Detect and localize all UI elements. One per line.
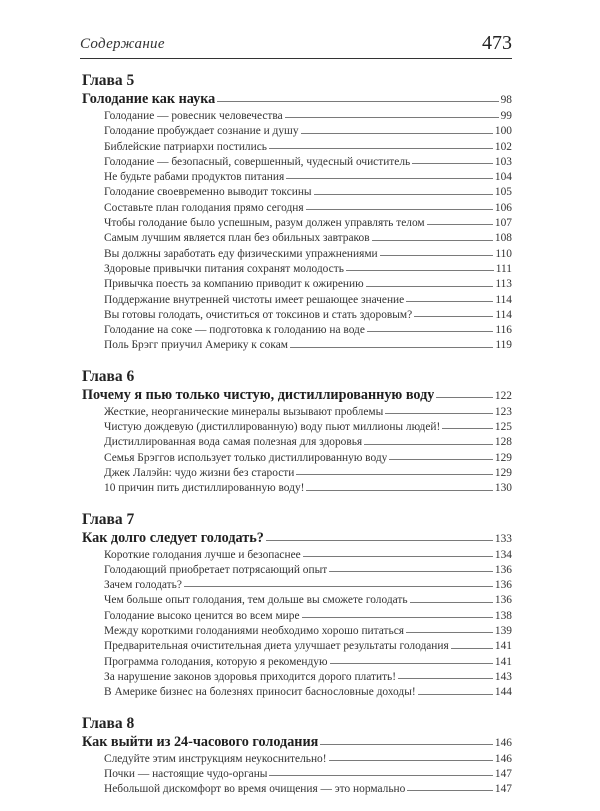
dot-leader bbox=[366, 286, 494, 287]
entry-title: Здоровые привычки питания сохранят молодость bbox=[104, 262, 344, 275]
dot-leader bbox=[367, 331, 493, 332]
toc-entry bbox=[82, 466, 512, 481]
dot-leader bbox=[290, 347, 493, 348]
toc-entry bbox=[82, 420, 512, 435]
dot-leader bbox=[385, 413, 493, 414]
dot-leader bbox=[301, 133, 493, 134]
toc-entry bbox=[82, 481, 512, 496]
entry-title: Поль Брэгг приучил Америку к сокам bbox=[104, 339, 288, 352]
dot-leader bbox=[329, 760, 493, 761]
entry-title: Между короткими голоданиями необходимо хорошо питаться bbox=[104, 625, 404, 638]
toc-entry bbox=[82, 247, 512, 262]
toc-entry bbox=[82, 308, 512, 323]
entry-page-number: 114 bbox=[495, 293, 512, 306]
entry-page-number: 104 bbox=[494, 171, 512, 184]
entry-title: Чтобы голодание было успешным, разум должен управлять телом bbox=[104, 217, 425, 230]
entry-title: Джек Лалэйн: чудо жизни без старости bbox=[104, 466, 295, 479]
dot-leader bbox=[407, 790, 493, 791]
dot-leader bbox=[380, 255, 494, 256]
entry-title: Как выйти из 24-часового голодания bbox=[82, 733, 319, 750]
dot-leader bbox=[346, 270, 494, 271]
chapter-section bbox=[82, 72, 512, 354]
entry-page-number: 122 bbox=[494, 389, 512, 402]
toc-entry bbox=[82, 124, 512, 139]
toc-entry bbox=[82, 338, 512, 353]
dot-leader bbox=[364, 444, 493, 445]
dot-leader bbox=[217, 101, 498, 102]
toc-entry bbox=[82, 639, 512, 654]
toc-entry bbox=[82, 752, 512, 767]
entry-page-number: 102 bbox=[494, 140, 512, 153]
toc-entry bbox=[82, 231, 512, 246]
entry-title: Предварительная очистительная диета улучшает результаты голодания bbox=[104, 640, 449, 653]
entry-title: Короткие голодания лучше и безопаснее bbox=[104, 548, 301, 561]
entry-title: Библейские патриархи постились bbox=[104, 140, 267, 153]
toc-entry bbox=[82, 670, 512, 685]
entry-page-number: 99 bbox=[500, 110, 512, 122]
entry-title: Голодание высоко ценится во всем мире bbox=[104, 609, 300, 622]
dot-leader bbox=[266, 540, 493, 541]
running-header bbox=[80, 30, 512, 59]
dot-leader bbox=[306, 490, 492, 491]
toc-entry bbox=[82, 593, 512, 608]
entry-title: Почки — настоящие чудо-органы bbox=[104, 767, 268, 780]
toc-entry bbox=[82, 782, 512, 797]
entry-page-number: 133 bbox=[494, 532, 512, 545]
entry-title: Голодание своевременно выводит токсины bbox=[104, 186, 312, 199]
entry-page-number: 136 bbox=[494, 594, 512, 607]
entry-title: Зачем голодать? bbox=[104, 579, 182, 592]
dot-leader bbox=[398, 678, 493, 679]
toc-entry bbox=[82, 685, 512, 700]
entry-title: Семья Брэггов использует только дистиллированную воду bbox=[104, 451, 388, 464]
toc-entry bbox=[82, 405, 512, 420]
entry-page-number: 116 bbox=[495, 324, 512, 337]
entry-page-number: 130 bbox=[494, 482, 512, 495]
entry-title: Программа голодания, которую я рекомендую bbox=[104, 655, 328, 668]
entry-page-number: 114 bbox=[495, 308, 512, 321]
entry-page-number: 110 bbox=[495, 247, 512, 260]
entry-title: Вы должны заработать еду физическими упражнениями bbox=[104, 247, 378, 260]
entry-page-number: 141 bbox=[494, 640, 512, 653]
chapter-label: Глава 8 bbox=[82, 714, 135, 732]
entry-page-number: 129 bbox=[494, 451, 512, 464]
dot-leader bbox=[302, 617, 493, 618]
toc-entry bbox=[82, 563, 512, 578]
toc-entry bbox=[82, 293, 512, 308]
toc-entry bbox=[82, 262, 512, 277]
entry-title: Голодание пробуждает сознание и душу bbox=[104, 125, 299, 138]
toc-entry bbox=[82, 201, 512, 216]
entry-page-number: 98 bbox=[500, 94, 512, 106]
entry-title: Чем больше опыт голодания, тем дольше вы сможете голодать bbox=[104, 594, 408, 607]
dot-leader bbox=[329, 571, 493, 572]
dot-leader bbox=[410, 602, 493, 603]
table-of-contents bbox=[82, 72, 512, 811]
entry-title: Поддержание внутренней чистоты имеет решающее значение bbox=[104, 293, 405, 306]
entry-page-number: 123 bbox=[494, 405, 512, 418]
entry-title: Следуйте этим инструкциям неукоснительно! bbox=[104, 752, 327, 765]
toc-entry bbox=[82, 140, 512, 155]
toc-entry bbox=[82, 609, 512, 624]
chapter-title-entry bbox=[82, 90, 512, 109]
toc-entry bbox=[82, 548, 512, 563]
section-title: Содержание bbox=[80, 36, 165, 52]
toc-entry bbox=[82, 185, 512, 200]
entry-page-number: 107 bbox=[494, 217, 512, 230]
chapter-label: Глава 5 bbox=[82, 72, 135, 89]
dot-leader bbox=[412, 163, 493, 164]
entry-title: Голодание — ровесник человечества bbox=[104, 110, 283, 122]
entry-page-number: 128 bbox=[494, 436, 512, 449]
dot-leader bbox=[303, 556, 493, 557]
dot-leader bbox=[389, 459, 493, 460]
entry-page-number: 147 bbox=[494, 783, 512, 796]
entry-title: Жесткие, неорганические минералы вызывают проблемы bbox=[104, 405, 384, 418]
entry-page-number: 136 bbox=[494, 563, 512, 576]
chapter-section bbox=[82, 511, 512, 701]
entry-page-number: 141 bbox=[494, 655, 512, 668]
entry-title: За нарушение законов здоровья приходится дорого платить! bbox=[104, 670, 397, 683]
dot-leader bbox=[406, 301, 493, 302]
dot-leader bbox=[306, 209, 493, 210]
dot-leader bbox=[269, 775, 492, 776]
entry-page-number: 105 bbox=[494, 186, 512, 199]
entry-page-number: 136 bbox=[494, 579, 512, 592]
entry-page-number: 103 bbox=[494, 155, 512, 168]
dot-leader bbox=[442, 428, 493, 429]
dot-leader bbox=[320, 744, 493, 745]
dot-leader bbox=[451, 648, 493, 649]
dot-leader bbox=[296, 474, 493, 475]
dot-leader bbox=[286, 178, 493, 179]
entry-page-number: 146 bbox=[494, 736, 512, 749]
entry-page-number: 146 bbox=[494, 752, 512, 765]
toc-entry bbox=[82, 435, 512, 450]
toc-entry bbox=[82, 767, 512, 782]
toc-entry bbox=[82, 624, 512, 639]
chapter-section bbox=[82, 715, 512, 798]
entry-page-number: 111 bbox=[495, 262, 512, 275]
entry-title: Как долго следует голодать? bbox=[82, 529, 264, 546]
chapter-label: Глава 6 bbox=[82, 367, 135, 385]
entry-title: Самым лучшим является план без обильных завтраков bbox=[104, 232, 370, 245]
dot-leader bbox=[427, 224, 493, 225]
entry-title: Голодающий приобретает потрясающий опыт bbox=[104, 563, 328, 576]
chapter-title-entry bbox=[82, 386, 512, 405]
chapter-label: Глава 7 bbox=[82, 510, 135, 528]
toc-entry bbox=[82, 170, 512, 185]
entry-title: Не будьте рабами продуктов питания bbox=[104, 171, 285, 184]
toc-entry bbox=[82, 655, 512, 670]
entry-title: Почему я пью только чистую, дистиллированную воду bbox=[82, 386, 435, 403]
entry-title: Привычка поесть за компанию приводит к ожирению bbox=[104, 278, 364, 291]
toc-entry bbox=[82, 109, 512, 124]
dot-leader bbox=[314, 194, 493, 195]
entry-page-number: 129 bbox=[494, 466, 512, 479]
dot-leader bbox=[269, 148, 493, 149]
dot-leader bbox=[436, 397, 493, 398]
entry-page-number: 143 bbox=[494, 670, 512, 683]
dot-leader bbox=[414, 316, 493, 317]
entry-title: Голодание на соке — подготовка к голоданию на воде bbox=[104, 324, 365, 337]
entry-title: Голодание как наука bbox=[82, 91, 216, 107]
entry-page-number: 139 bbox=[494, 625, 512, 638]
chapter-section bbox=[82, 368, 512, 497]
chapter-title-entry bbox=[82, 529, 512, 548]
toc-entry bbox=[82, 277, 512, 292]
entry-page-number: 125 bbox=[494, 421, 512, 434]
dot-leader bbox=[372, 240, 493, 241]
toc-entry bbox=[82, 155, 512, 170]
entry-title: Вы готовы голодать, очиститься от токсинов и стать здоровым? bbox=[104, 308, 413, 321]
toc-entry bbox=[82, 578, 512, 593]
toc-entry bbox=[82, 451, 512, 466]
entry-title: 10 причин пить дистиллированную воду! bbox=[104, 482, 305, 495]
page-number: 473 bbox=[482, 32, 512, 54]
entry-page-number: 134 bbox=[494, 548, 512, 561]
dot-leader bbox=[184, 586, 493, 587]
dot-leader bbox=[330, 663, 493, 664]
entry-title: В Америке бизнес на болезнях приносит баснословные доходы! bbox=[104, 686, 416, 699]
toc-entry bbox=[82, 216, 512, 231]
entry-page-number: 144 bbox=[494, 686, 512, 699]
entry-page-number: 147 bbox=[494, 767, 512, 780]
entry-title: Дистиллированная вода самая полезная для здоровья bbox=[104, 436, 363, 449]
entry-page-number: 113 bbox=[495, 278, 512, 291]
entry-title: Небольшой дискомфорт во время очищения — это нормально bbox=[104, 783, 406, 796]
entry-page-number: 119 bbox=[495, 339, 512, 352]
chapter-title-entry bbox=[82, 733, 512, 752]
dot-leader bbox=[285, 117, 499, 118]
toc-entry bbox=[82, 323, 512, 338]
dot-leader bbox=[418, 694, 493, 695]
entry-page-number: 138 bbox=[494, 609, 512, 622]
entry-title: Чистую дождевую (дистиллированную) воду пьют миллионы людей! bbox=[104, 421, 441, 434]
entry-page-number: 100 bbox=[494, 125, 512, 138]
entry-page-number: 106 bbox=[494, 201, 512, 214]
entry-title: Составьте план голодания прямо сегодня bbox=[104, 201, 304, 214]
dot-leader bbox=[406, 632, 493, 633]
entry-title: Голодание — безопасный, совершенный, чудесный очиститель bbox=[104, 155, 411, 168]
entry-page-number: 108 bbox=[494, 232, 512, 245]
